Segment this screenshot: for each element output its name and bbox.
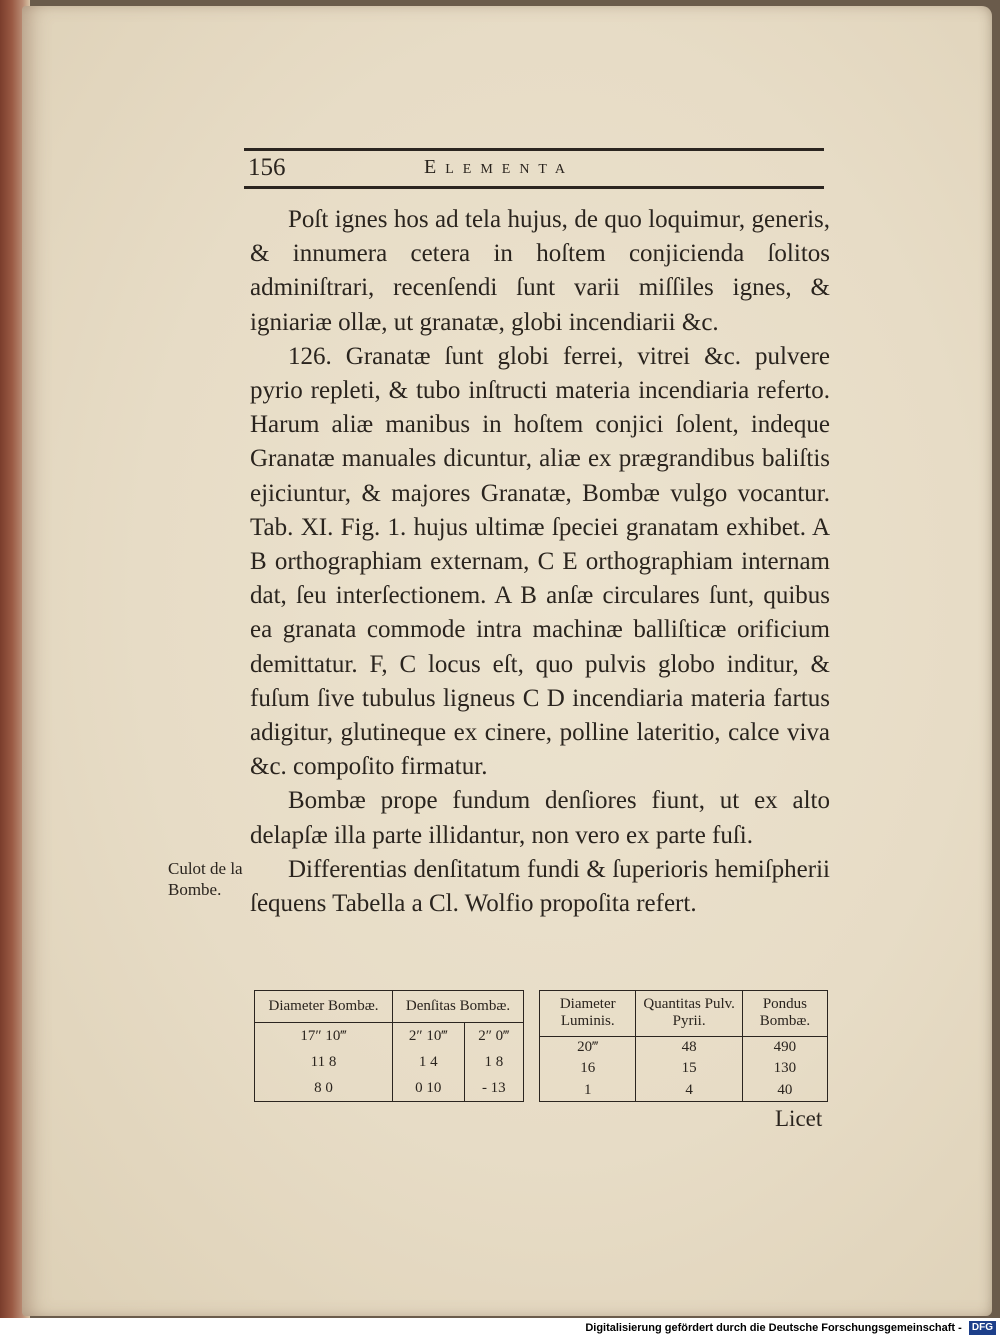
margin-note: Culot de la Bombe.	[168, 859, 243, 899]
table-row	[540, 1058, 828, 1079]
running-title: Elementa	[424, 156, 574, 178]
density-table-left	[254, 990, 524, 1102]
body-text	[250, 203, 830, 921]
table-cell: 17″ 10‴	[255, 1023, 393, 1049]
table-cell: - 13	[481, 1079, 506, 1096]
density-table	[254, 990, 828, 1102]
table-cell: 490	[773, 1039, 797, 1056]
table-cell: 11 8	[255, 1049, 393, 1075]
paragraph-differentias: Differentias denſitatum fundi & ſuperioris hemiſpherii ſequens Tabella a Cl. Wolfio propoſita refert.	[250, 855, 830, 918]
header-rule-bottom	[244, 186, 824, 189]
table-cell: 1	[540, 1080, 636, 1102]
col-header-pondus: Pondus Bombæ.	[742, 991, 827, 1037]
table-row	[255, 1023, 524, 1049]
page-header	[244, 148, 824, 194]
table-cell: 0 10	[392, 1075, 464, 1101]
page-number: 156	[248, 154, 286, 181]
table-row	[255, 1075, 524, 1101]
table-cell: 1 8	[484, 1053, 504, 1070]
header-rule-top	[244, 148, 824, 151]
paragraph-126: 126. Granatæ ſunt globi ferrei, vitrei &c. pulvere pyrio repleti, & tubo inſtructi materia incendiaria referto. Harum aliæ manibus in hoſtem conjici ſolent, indeque Granatæ manuales dicuntur, aliæ ex prægrandibus baliſtis ejiciuntur, & majores Granatæ, Bombæ vulgo vocantur. Tab. XI. Fig. 1. hujus ultimæ ſpeciei granatam exhibet. A B orthographiam externam, C E orthographiam internam dat, ſeu interſectionem. A B anſæ circulares ſunt, quibus ea granata commode intra machinæ balliſticæ orificium demittatur. F, C locus eſt, quo pulvis globo inditur, & fuſum ſive tubulus ligneus C D incendiaria materia fartus adigitur, glutineque ex cinere, polline lateritio, calce viva &c. compoſito firmatur.	[250, 342, 830, 781]
table-cell: 40	[777, 1081, 793, 1098]
footer-text: Digitalisierung gefördert durch die Deutsche Forschungsgemeinschaft -	[585, 1322, 962, 1334]
table-cell: 1 4	[392, 1049, 464, 1075]
table-cell: 20‴	[540, 1036, 636, 1058]
table-row	[255, 1049, 524, 1075]
col-header-diameter-bombae: Diameter Bombæ.	[255, 991, 393, 1023]
table-cell: 15	[636, 1058, 742, 1079]
table-row	[540, 1080, 828, 1102]
table-cell: 48	[636, 1036, 742, 1058]
table-cell: 130	[773, 1060, 797, 1077]
table-cell: 4	[636, 1080, 742, 1102]
col-header-quantitas: Quantitas Pulv. Pyrii.	[636, 991, 742, 1037]
table-cell: 8 0	[255, 1075, 393, 1101]
table-cell: 2″ 0‴	[478, 1027, 510, 1044]
table-row	[540, 1036, 828, 1058]
dfg-logo: DFG	[969, 1321, 996, 1335]
paragraph-bombae: Bombæ prope fundum denſiores fiunt, ut ex alto delapſæ illa parte illidantur, non vero ex parte fuſi.	[250, 787, 830, 849]
table-cell: 16	[540, 1058, 636, 1079]
digitization-footer	[0, 1318, 1000, 1338]
col-header-diameter-luminis: Diameter Luminis.	[540, 991, 636, 1037]
density-table-right	[539, 990, 828, 1102]
table-cell: 2″ 10‴	[392, 1023, 464, 1049]
col-header-densitas-bombae: Denſitas Bombæ.	[392, 991, 523, 1023]
paragraph-1: Poſt ignes hos ad tela hujus, de quo loquimur, generis, & innumera cetera in hoſtem conjicienda ſolitos adminiſtrari, recenſendi ſunt varii miſſiles ignes, & igniariæ ollæ, ut granatæ, globi incendiarii &c.	[250, 206, 830, 336]
catchword: Licet	[775, 1106, 823, 1131]
